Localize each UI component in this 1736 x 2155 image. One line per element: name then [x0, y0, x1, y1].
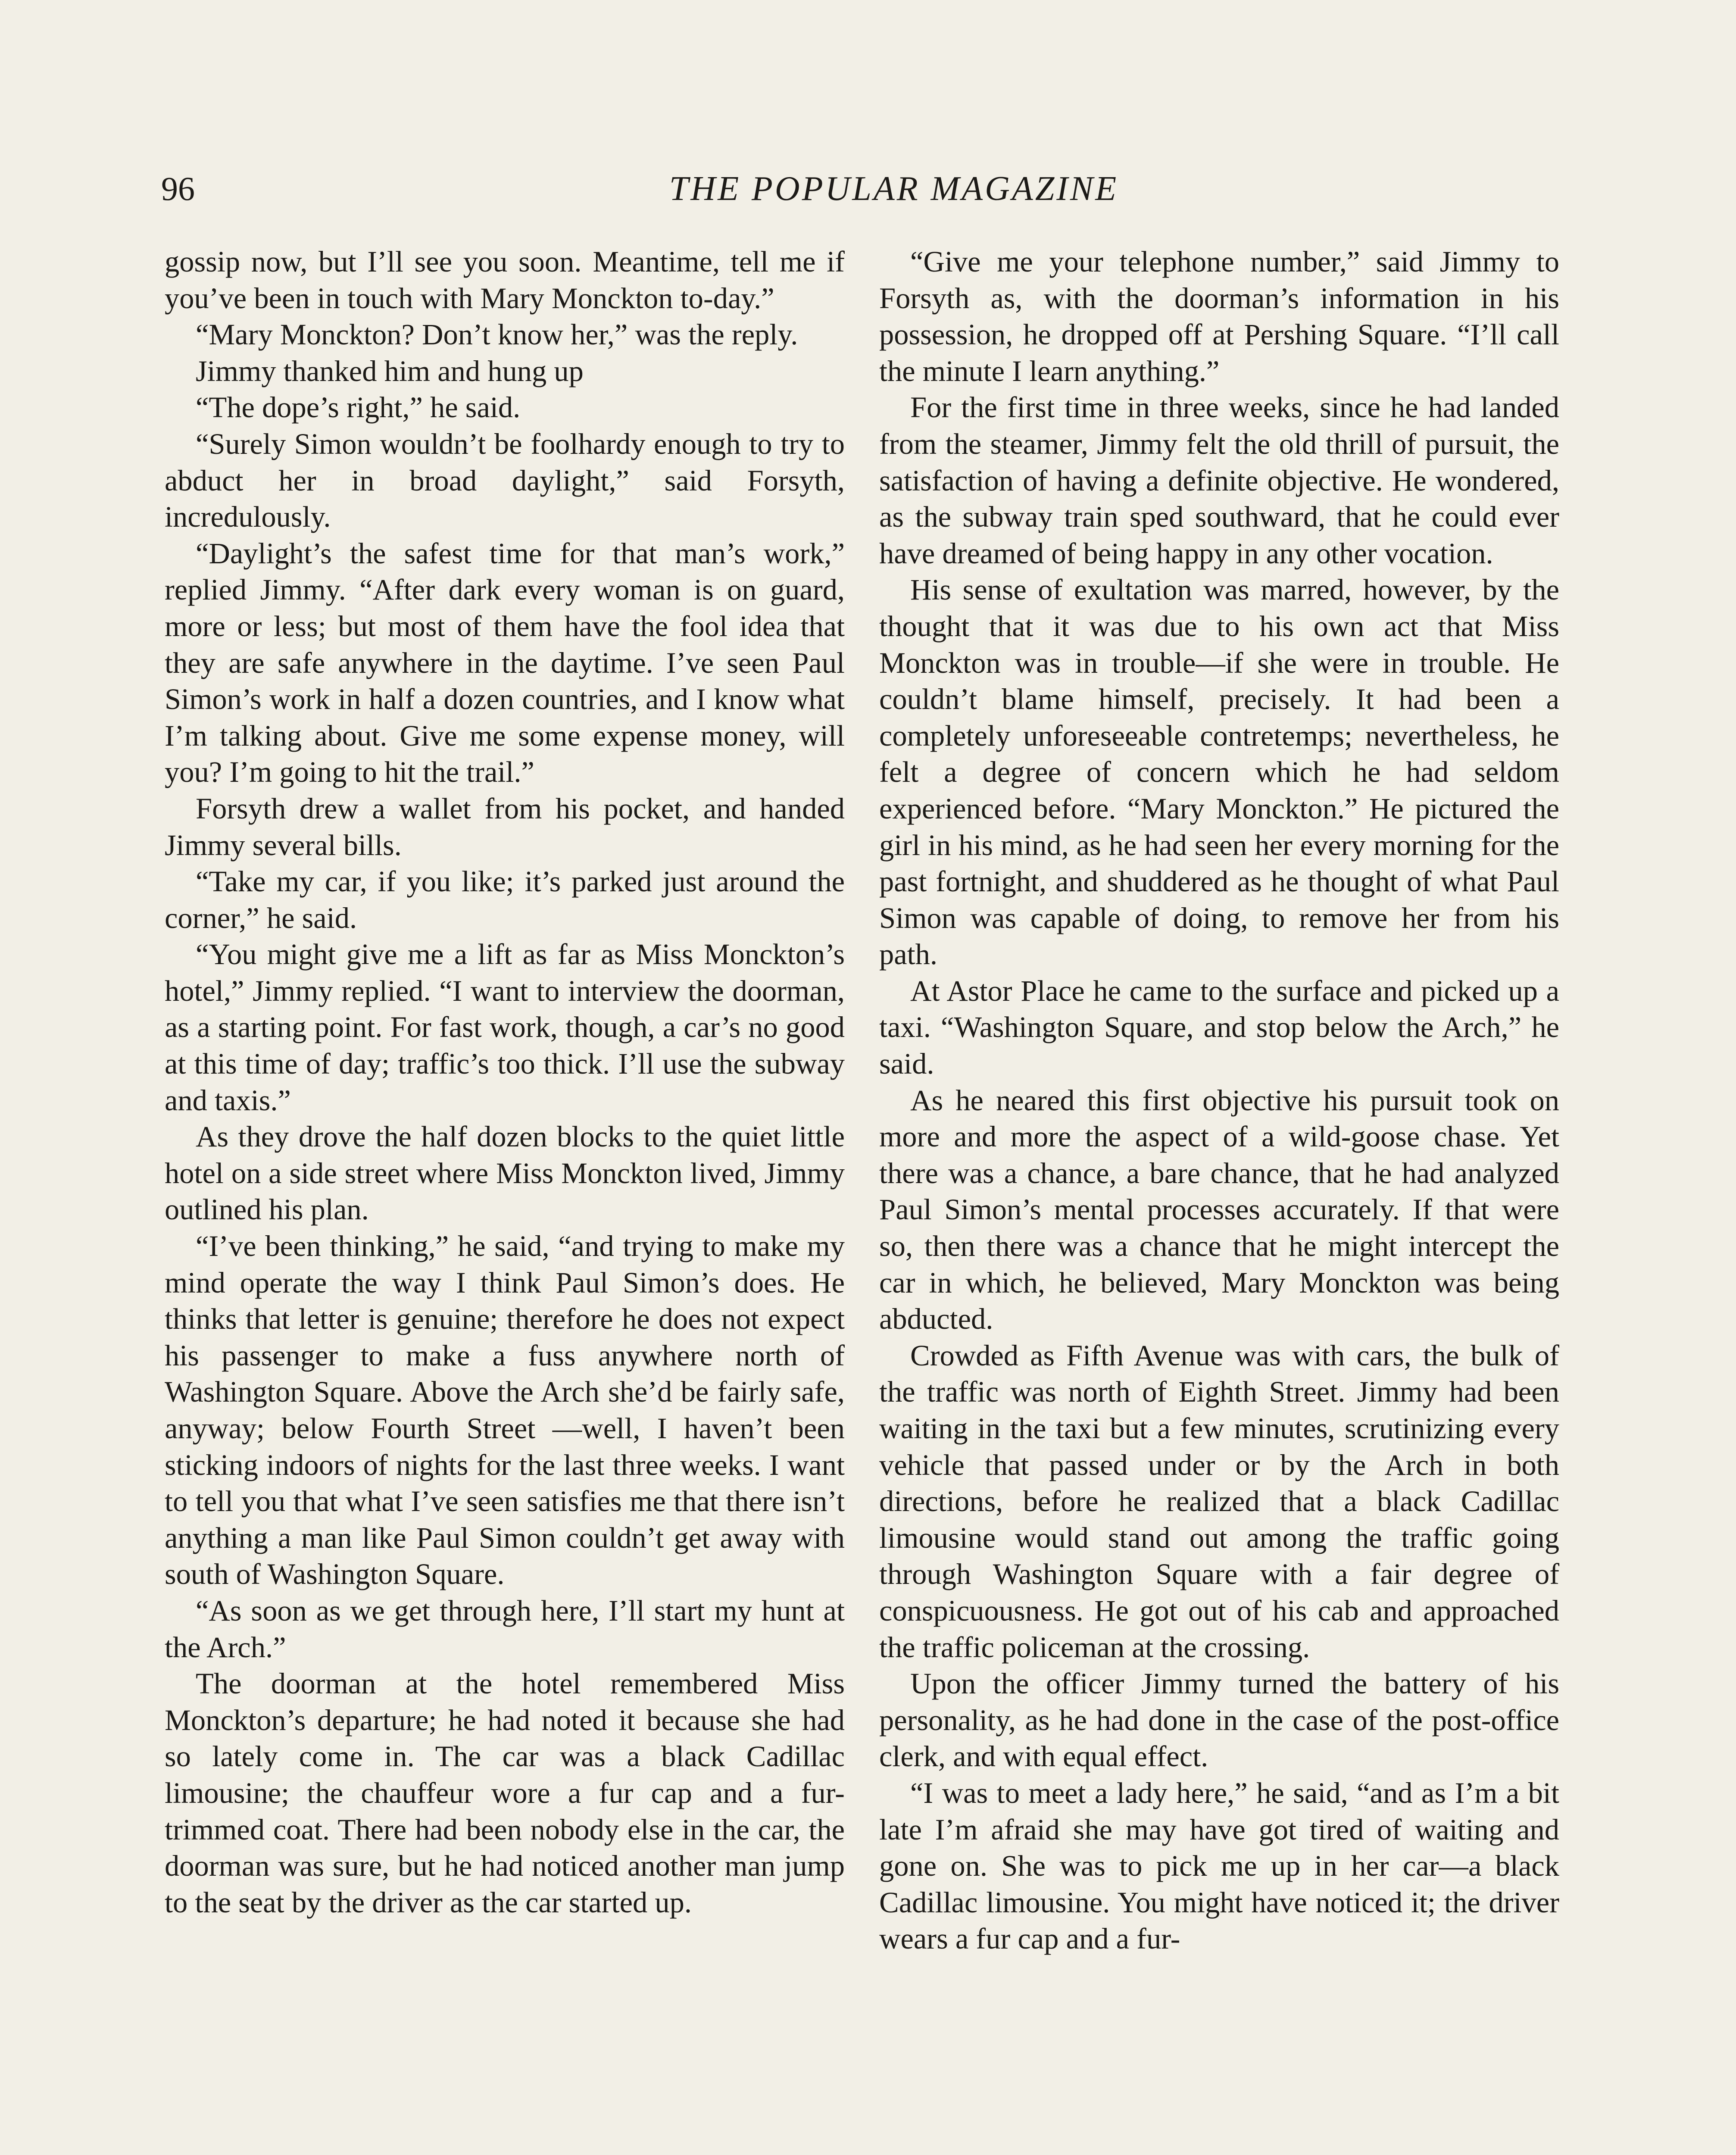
paragraph: The doorman at the hotel remembered Miss Monckton’s departure; he had noted it because she had so lately come in. The car was a black Cadillac limousine; the chauffeur wore a fur cap and a fur-trimmed coat. There had been nobody else in the car, the doorman was sure, but he had noticed another man jump to the seat by the driver as the car started up.	[165, 1667, 845, 1919]
paragraph: “Daylight’s the safest time for that man’s work,” replied Jimmy. “After dark every woman is on guard, more or less; but most of them have the fool idea that they are safe anywhere in the daytime. I’ve seen Paul Simon’s work in half a dozen countries, and I know what I’m talking about. Give me some expense money, will you? I’m going to hit the trail.”	[165, 537, 845, 789]
paragraph: Jimmy thanked him and hung up	[196, 354, 584, 387]
paragraph: As he neared this first objective his pursuit took on more and more the aspect of a wild-goose chase. Yet there was a chance, a bare chance, that he had analyzed Paul Simon’s mental processes accurately. If that were so, then there was a chance that he might intercept the car in which, he believed, Mary Monckton was being abducted.	[879, 1084, 1559, 1336]
paragraph: Upon the officer Jimmy turned the battery of his personality, as he had done in the case of the post-office clerk, and with equal effect.	[879, 1667, 1559, 1773]
page-header	[161, 165, 1575, 212]
paragraph: “Take my car, if you like; it’s parked just around the corner,” he said.	[165, 865, 845, 934]
paragraph: “I’ve been thinking,” he said, “and trying to make my mind operate the way I think Paul Simon’s does. He thinks that letter is genuine; therefore he does not expect his passenger to make a fuss anywhere north of Washington Square. Above the Arch she’d be fairly safe, anyway; below Fourth Street —well, I haven’t been sticking indoors of nights for the last three weeks. I want to tell you that what I’ve seen satisfies me that there isn’t anything a man like Paul Simon couldn’t get away with south of Washington Square.	[165, 1230, 845, 1591]
paragraph: At Astor Place he came to the surface and picked up a taxi. “Washington Square, and stop below the Arch,” he said.	[879, 974, 1559, 1081]
paragraph: gossip now, but I’ll see you soon. Meantime, tell me if you’ve been in touch with Mary Monckton to-day.”	[165, 245, 845, 315]
right-column	[879, 244, 1559, 2155]
paragraph: Forsyth drew a wallet from his pocket, and handed Jimmy several bills.	[165, 792, 845, 862]
paragraph: For the first time in three weeks, since he had landed from the steamer, Jimmy felt the old thrill of pursuit, the satisfaction of having a definite objective. He wondered, as the subway train sped southward, that he could ever have dreamed of being happy in any other vocation.	[879, 391, 1559, 570]
paragraph: “Give me your telephone number,” said Jimmy to Forsyth as, with the doorman’s information in his possession, he dropped off at Pershing Square. “I’ll call the minute I learn anything.”	[879, 245, 1559, 387]
paragraph: Crowded as Fifth Avenue was with cars, the bulk of the traffic was north of Eighth Street. Jimmy had been waiting in the taxi but a few minutes, scrutinizing every vehicle that passed under or by the Arch in both directions, before he realized that a black Cadillac limousine would stand out among the traffic going through Washington Square with a fair degree of conspicuousness. He got out of his cab and approached the traffic policeman at the crossing.	[879, 1339, 1559, 1664]
page-number: 96	[161, 170, 195, 207]
paragraph: As they drove the half dozen blocks to the quiet little hotel on a side street where Miss Monckton lived, Jimmy outlined his plan.	[165, 1120, 845, 1226]
paragraph: “You might give me a lift as far as Miss Monckton’s hotel,” Jimmy replied. “I want to interview the doorman, as a starting point. For fast work, though, a car’s no good at this time of day; traffic’s too thick. I’ll use the subway and taxis.”	[165, 938, 845, 1117]
running-head: THE POPULAR MAGAZINE	[669, 170, 1119, 208]
paragraph: “Surely Simon wouldn’t be foolhardy enough to try to abduct her in broad daylight,” said Forsyth, incredulously.	[165, 427, 845, 534]
paragraph: “Mary Monckton? Don’t know her,” was the reply.	[196, 318, 798, 351]
left-column	[165, 244, 845, 2155]
paragraph: “I was to meet a lady here,” he said, “and as I’m a bit late I’m afraid she may have got tired of waiting and gone on. She was to pick me up in her car—a black Cadillac limousine. You might have noticed it; the driver wears a fur cap and a fur-	[879, 1776, 1559, 1955]
paragraph: “The dope’s right,” he said.	[196, 391, 521, 424]
paragraph: “As soon as we get through here, I’ll start my hunt at the Arch.”	[165, 1594, 845, 1664]
paragraph: His sense of exultation was marred, however, by the thought that it was due to his own act that Miss Monckton was in trouble—if she were in trouble. He couldn’t blame himself, precisely. It had been a completely unforeseeable contretemps; nevertheless, he felt a degree of concern which he had seldom experienced before. “Mary Monckton.” He pictured the girl in his mind, as he had seen her every morning for the past fortnight, and shuddered as he thought of what Paul Simon was capable of doing, to remove her from his path.	[879, 573, 1559, 971]
